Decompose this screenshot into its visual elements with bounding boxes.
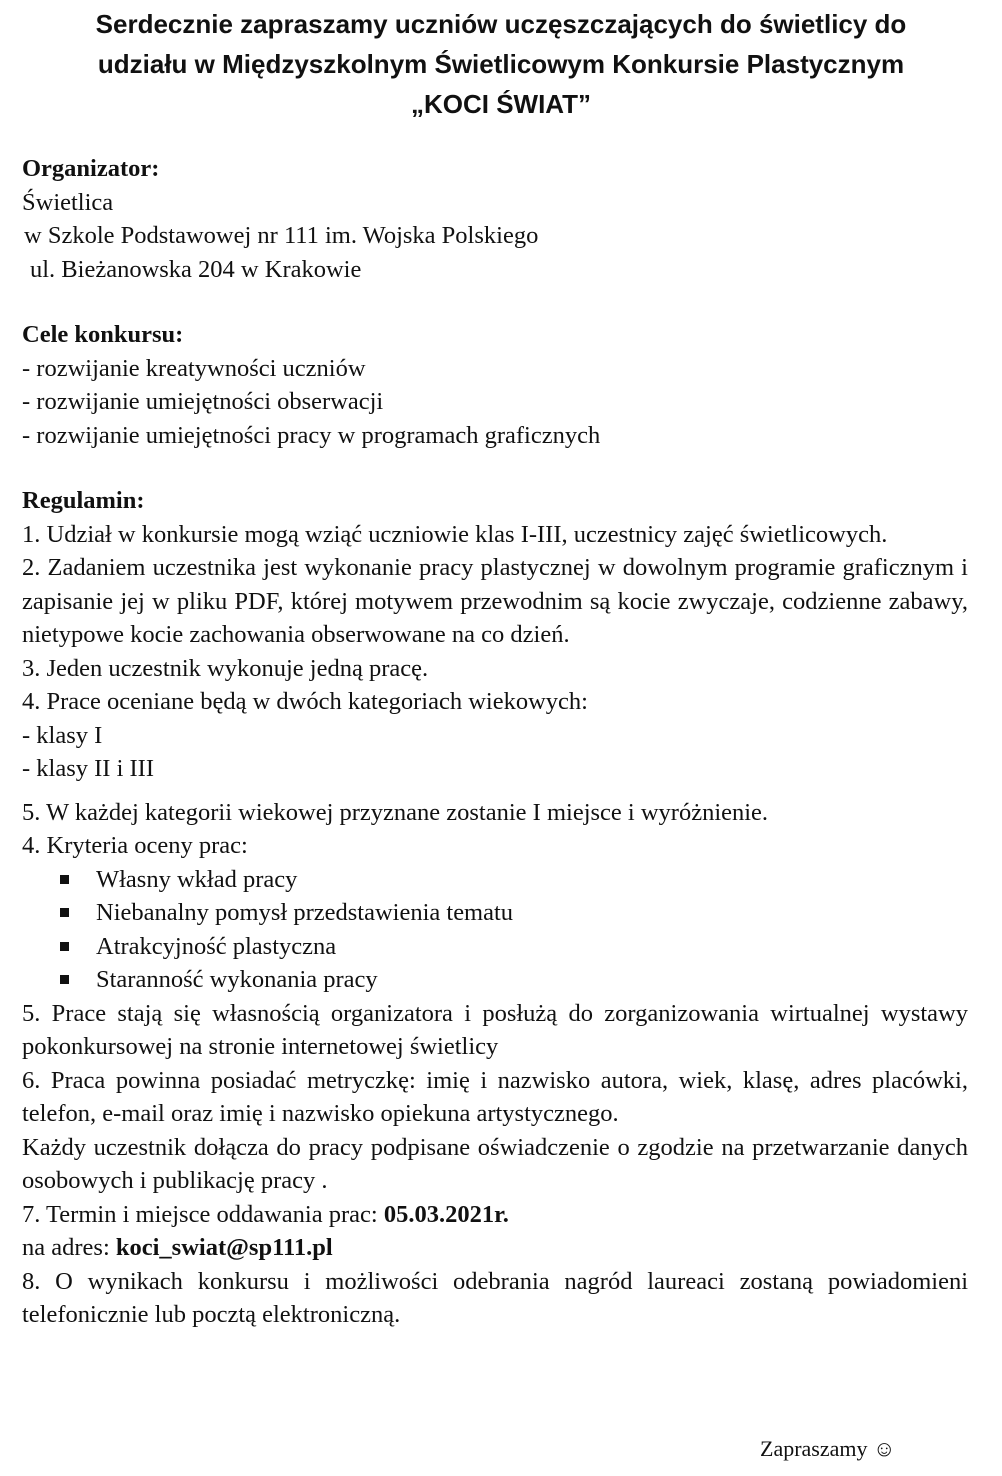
- criteria-item: [22, 930, 968, 964]
- criteria-text: Atrakcyjność plastyczna: [96, 932, 337, 960]
- criteria-text: Staranność wykonania pracy: [96, 966, 378, 993]
- goal-item: - rozwijanie umiejętności obserwacji: [22, 388, 384, 415]
- criteria-text: Własny wkład pracy: [96, 865, 298, 893]
- rule-5: 5. W każdej kategorii wiekowej przyznane zostanie I miejsce i wyróżnienie.: [22, 798, 769, 826]
- criteria-item: [22, 863, 968, 897]
- category-1: - klasy I: [22, 721, 103, 749]
- deadline-date: 05.03.2021r.: [383, 1200, 509, 1228]
- rules-section: [22, 484, 968, 1332]
- square-bullet-icon: [60, 975, 69, 984]
- document-title: [0, 4, 1002, 124]
- title-line-3: „KOCI ŚWIAT”: [410, 89, 592, 119]
- organizer-section: [22, 152, 968, 286]
- square-bullet-icon: [60, 942, 69, 951]
- square-bullet-icon: [60, 875, 69, 884]
- rule-7-label: 7. Termin i miejsce oddawania prac:: [22, 1200, 384, 1228]
- address-label: na adres:: [22, 1234, 116, 1261]
- criteria-item: [22, 963, 968, 997]
- title-line-2: udziału w Międzyszkolnym Świetlicowym Konkursie Plastycznym: [97, 49, 905, 79]
- goal-item: - rozwijanie umiejętności pracy w programach graficznych: [22, 421, 601, 449]
- organizer-line-2: w Szkole Podstawowej nr 111 im. Wojska Polskiego: [24, 222, 539, 249]
- submission-address: [22, 1231, 968, 1265]
- rule-6: 6. Praca powinna posiadać metryczkę: imię i nazwisko autora, wiek, klasę, adres placówki, telefon, e-mail oraz imię i nazwisko opiekuna artystycznego.: [22, 1066, 968, 1127]
- closing-note: Zapraszamy ☺: [760, 1436, 896, 1461]
- square-bullet-icon: [60, 908, 69, 917]
- organizer-heading: Organizator:: [22, 155, 160, 182]
- category-2: - klasy II i III: [22, 755, 154, 782]
- rule-criteria-heading: 4. Kryteria oceny prac:: [22, 832, 248, 859]
- organizer-line-3: ul. Bieżanowska 204 w Krakowie: [30, 255, 362, 283]
- rule-6b: Każdy uczestnik dołącza do pracy podpisane oświadczenie o zgodzie na przetwarzanie danych osobowych i publikację pracy .: [22, 1133, 968, 1194]
- rule-2: 2. Zadaniem uczestnika jest wykonanie pracy plastycznej w dowolnym programie graficznym i zapisanie jej w pliku PDF, której motywem przewodnim są kocie zwyczaje, codzienne zabawy, nietypowe kocie zachowania obserwowane na co dzień.: [22, 554, 968, 648]
- rule-1: 1. Udział w konkursie mogą wziąć uczniowie klas I-III, uczestnicy zajęć świetlicowych.: [22, 520, 888, 548]
- rule-8: 8. O wynikach konkursu i możliwości odebrania nagród laureaci zostaną powiadomieni telefonicznie lub pocztą elektroniczną.: [22, 1267, 968, 1328]
- goals-heading: Cele konkursu:: [22, 321, 184, 348]
- rule-4: 4. Prace oceniane będą w dwóch kategoriach wiekowych:: [22, 688, 588, 715]
- criteria-item: [22, 896, 968, 930]
- contact-email: koci_swiat@sp111.pl: [115, 1234, 333, 1261]
- organizer-line-1: Świetlica: [22, 188, 114, 216]
- rule-3: 3. Jeden uczestnik wykonuje jedną pracę.: [22, 654, 429, 682]
- document-body: [22, 152, 968, 1332]
- goals-section: [22, 318, 968, 452]
- rule-5b: 5. Prace stają się własnością organizatora i posłużą do zorganizowania wirtualnej wystawy pokonkursowej na stronie internetowej świetlicy: [22, 999, 968, 1060]
- goal-item: - rozwijanie kreatywności uczniów: [22, 354, 366, 382]
- rules-heading: Regulamin:: [22, 487, 145, 514]
- rule-7: [22, 1198, 968, 1232]
- title-line-1: Serdecznie zapraszamy uczniów uczęszczających do świetlicy do: [95, 9, 907, 39]
- criteria-text: Niebanalny pomysł przedstawienia tematu: [96, 899, 514, 926]
